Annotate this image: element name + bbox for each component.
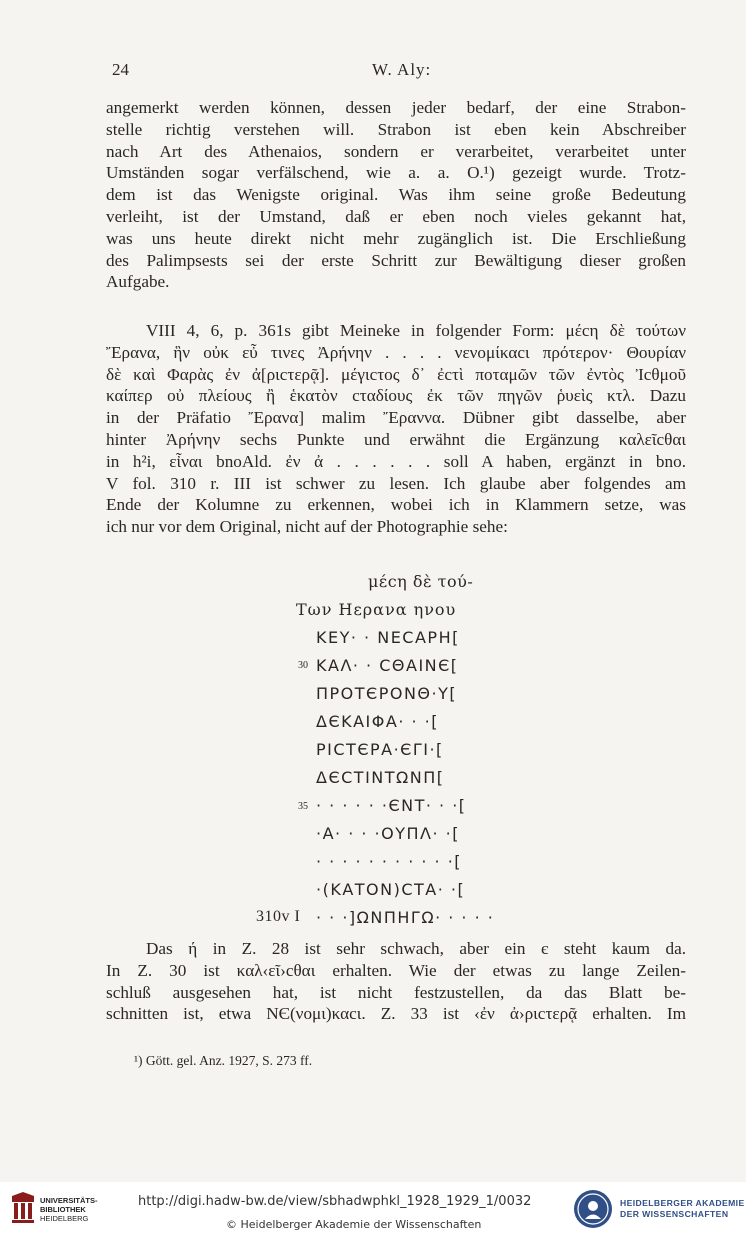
inscription-line: ΔЄΚΑΙΦΑ· · ·[ xyxy=(316,712,439,731)
text-line: καίπερ οὐ πλείους ἢ ἑκατὸν cταδίους ἐκ τῶν πηγῶν ῥυεὶς κτλ. Dazu xyxy=(106,386,686,406)
seal-emblem-icon xyxy=(574,1190,612,1228)
text-line: ich nur vor dem Original, nicht auf der Photographie sehe: xyxy=(106,517,508,537)
line-number: 35 xyxy=(298,801,308,812)
text-line: nach Art des Athenaios, sondern er verarbeitet, verarbeitet unter xyxy=(106,141,686,161)
text-line: In Z. 30 ist καλ‹εῖ›cθαι erhalten. Wie der etwas zu lange Zeilen- xyxy=(106,960,686,980)
paragraph-2 xyxy=(106,320,686,538)
academy-line: HEIDELBERGER AKADEMIE xyxy=(620,1198,745,1208)
text-line: Ende der Kolumne zu erkennen, wobei ich in Klammern setze, was xyxy=(106,495,686,515)
text-line: δὲ καὶ Φαρὰς ἐν ἀ[ριcτερᾷ]. μέγιcτος δ᾽ ἐcτὶ ποταμῶν τῶν ἐντὸς Ἰcθμοῦ xyxy=(106,364,686,384)
text-line: dem ist das Wenigste original. Was ihm seine große Bedeutung xyxy=(106,185,686,205)
text-line: schluß ausgesehen hat, ist nicht festzustellen, da das Blatt be- xyxy=(106,982,686,1002)
paragraph-3 xyxy=(106,938,686,1025)
inscription-line: · · ·]ΩΝΠΗΓΩ· · · · · xyxy=(316,908,495,927)
inscription-line: · · · · · ·ЄΝΤ· · ·[ xyxy=(316,796,467,815)
text-line: Das ή in Z. 28 ist sehr schwach, aber ein є steht kaum da. xyxy=(146,939,686,958)
text-line: schnitten ist, etwa ΝЄ(νομι)καcι. Z. 33 ist ‹ἐν ἀ›ριcτερᾷ erhalten. Im xyxy=(106,1004,686,1024)
inscription-line: Των Ηερανα ηνου xyxy=(296,600,457,619)
footnote: ¹) Gött. gel. Anz. 1927, S. 273 ff. xyxy=(134,1053,313,1068)
line-number: 30 xyxy=(298,660,308,671)
text-line: in h²i, εἶναι bnoAld. ἐν ἀ . . . . . . soll A haben, ergänzt in bno. xyxy=(106,451,686,471)
library-line: HEIDELBERG xyxy=(40,1214,89,1223)
inscription-transcription xyxy=(240,568,510,938)
text-line: Umständen sogar verfälschend, wie a. a. O.¹) gezeigt wurde. Trotz- xyxy=(106,163,686,183)
text-line: in der Präfatio Ἔρανα] malim Ἔραννα. Dübner gibt dasselbe, aber xyxy=(106,408,686,428)
permalink-url[interactable]: http://digi.hadw-bw.de/view/sbhadwphkl_1928_1929_1/0032 xyxy=(138,1194,532,1209)
academy-line: DER WISSENSCHAFTEN xyxy=(620,1208,729,1219)
paragraph-1 xyxy=(106,97,686,293)
text-line: Ἔρανα, ἣν οὐκ εὖ τινες Ἀρήνην . . . . νενομίκαcι πρότερον· Θουρίαν xyxy=(106,342,686,362)
inscription-line: ΚΕΥ· · ΝΕCΑΡΗ[ xyxy=(316,628,460,647)
academy-name xyxy=(620,1198,745,1219)
text-line: Aufgabe. xyxy=(106,272,170,292)
text-line: verleiht, ist der Umstand, daß er eben noch vieles gekannt hat, xyxy=(106,206,686,226)
academy-seal-icon xyxy=(574,1190,612,1228)
inscription-line: ·Α· · · ·ΟΥΠΛ· ·[ xyxy=(316,824,460,843)
university-library-logo-icon xyxy=(10,1190,36,1224)
text-line: was uns heute direkt nicht mehr zugänglich ist. Die Erschließung xyxy=(106,228,686,248)
copyright-notice: © Heidelberger Akademie der Wissenschaften xyxy=(226,1218,482,1231)
text-line: VIII 4, 6, p. 361s gibt Meineke in folgender Form: μέcη δὲ τούτων xyxy=(146,321,686,340)
running-head: W. Aly: xyxy=(372,60,432,79)
text-line: des Palimpsests sei der erste Schritt zur Bewältigung dieser großen xyxy=(106,250,686,270)
inscription-line: ΡΙCΤЄΡΑ·ЄΓΙ·[ xyxy=(316,740,444,759)
page-number: 24 xyxy=(112,60,129,79)
inscription-line: ·(ΚΑΤΟΝ)CΤΑ· ·[ xyxy=(316,880,466,899)
text-line: stelle richtig verstehen will. Strabon ist eben kein Abschreiber xyxy=(106,119,686,139)
text-line: hinter Ἀρήνην sechs Punkte und erwähnt die Ergänzung καλεῖcθαι xyxy=(106,429,686,449)
inscription-line: ΚΑΛ· · CΘΑΙΝЄ[ xyxy=(316,656,459,675)
text-line: angemerkt werden können, dessen jeder bedarf, der eine Strabon- xyxy=(106,98,686,117)
folio-label: 310v I xyxy=(256,908,301,925)
library-line: UNIVERSITÄTS- xyxy=(40,1196,98,1205)
inscription-line: ΔЄCΤΙΝΤΩΝΠ[ xyxy=(316,768,445,787)
inscription-line: μέcη δὲ τού- xyxy=(368,572,474,591)
university-library-name xyxy=(40,1196,98,1223)
inscription-line: · · · · · · · · · · ·[ xyxy=(316,852,463,871)
text-line: V fol. 310 r. III ist schwer zu lesen. Ich glaube aber folgendes am xyxy=(106,473,686,493)
library-line: BIBLIOTHEK xyxy=(40,1205,86,1214)
inscription-line: ΠΡΟΤЄΡΟΝΘ·Υ[ xyxy=(316,684,458,703)
